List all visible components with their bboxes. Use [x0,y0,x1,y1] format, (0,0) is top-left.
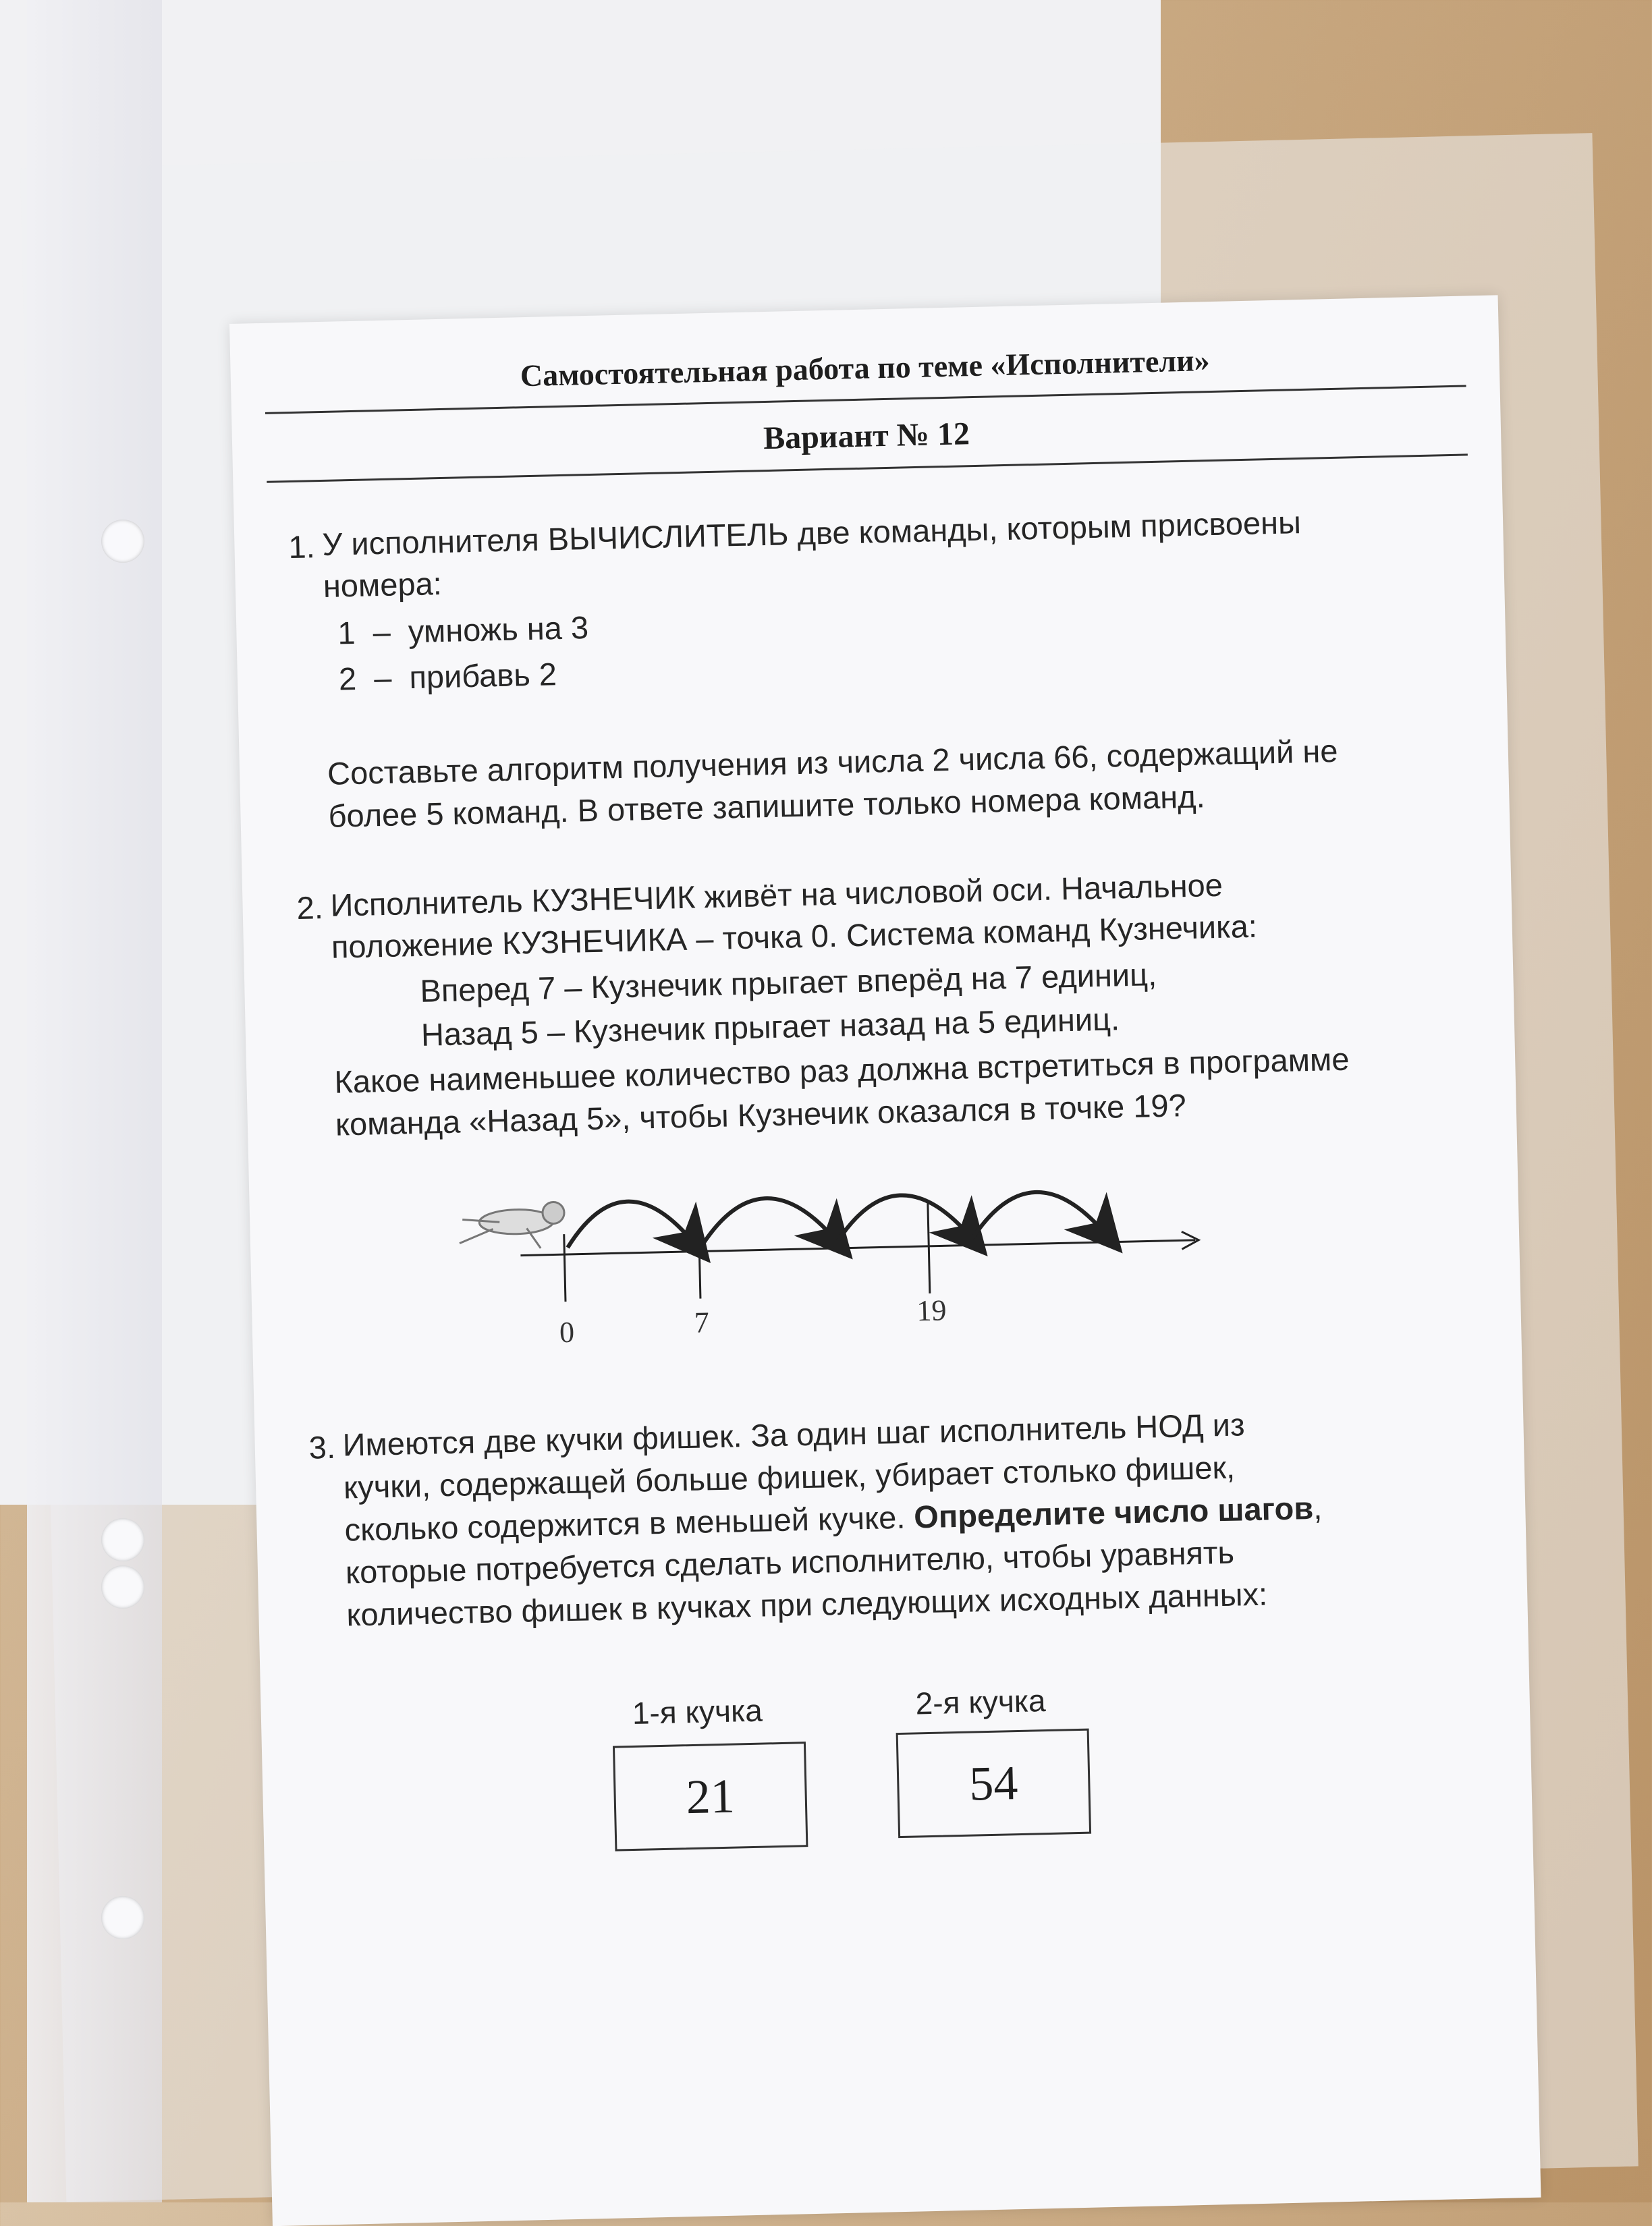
task-number: 3. [308,1428,336,1466]
pile-label: 2-я кучка [915,1683,1047,1721]
jump-arc [837,1194,969,1242]
punch-hole-icon [101,1896,144,1939]
grasshopper-icon [459,1202,566,1250]
axis-tick [928,1202,930,1293]
task-number: 1. [287,528,316,565]
number-axis [520,1240,1195,1256]
tick-label: 19 [916,1293,947,1328]
punch-hole-icon [101,1565,144,1609]
axis-tick [699,1231,700,1299]
task2-text: положение КУЗНЕЧИКА – точка 0. Система команд Кузнечика: [331,908,1258,965]
jump-arc [702,1197,834,1245]
emphasis-text: Определите число шагов [913,1490,1314,1535]
worksheet-page [229,295,1541,2226]
task2-text: Исполнитель КУЗНЕЧИК живёт на числовой оси. Начальное [329,866,1223,923]
task3-text: сколько содержится в меньшей кучке. Определите число шагов, [343,1489,1323,1548]
task-number: 2. [296,889,324,926]
jump-arc [972,1191,1104,1239]
task3-text: кучки, содержащей больше фишек, убирает столько фишек, [343,1449,1236,1505]
command-item: 1 – умножь на 3 [337,609,589,651]
sleeve-binding-strip [27,0,162,2202]
task3-text: которые потребуется сделать исполнителю, чтобы уравнять [345,1534,1235,1590]
task1-text: более 5 команд. В ответе запишите только номера команд. [327,778,1206,834]
task2-command: Назад 5 – Кузнечик прыгает назад на 5 единиц. [420,1001,1120,1053]
task3-text: количество фишек в кучках при следующих исходных данных: [346,1576,1268,1633]
page-title: Самостоятельная работа по теме «Исполнители» [520,343,1211,393]
pile-box [896,1729,1091,1838]
axis-tick [564,1234,566,1302]
task2-command: Вперед 7 – Кузнечик прыгает вперёд на 7 единиц, [419,956,1157,1009]
task1-text: У исполнителя ВЫЧИСЛИТЕЛЬ две команды, которым присвоены [321,504,1302,562]
task2-text: команда «Назад 5», чтобы Кузнечик оказался в точке 19? [335,1087,1187,1142]
tick-label: 0 [559,1315,575,1349]
pile-box [613,1742,808,1851]
jump-arc [567,1200,692,1248]
tick-label: 7 [694,1306,710,1339]
number-line-diagram [451,1138,1238,1345]
punch-hole-icon [101,1518,144,1561]
task1-text: Составьте алгоритм получения из числа 2 числа 66, содержащий не [327,732,1338,791]
pile-value: 21 [685,1769,736,1824]
pile-label: 1-я кучка [632,1692,763,1731]
punch-hole-icon [101,520,144,563]
task2-text: Какое наименьшее количество раз должна встретиться в программе [333,1040,1350,1100]
task1-text: номера: [323,565,443,604]
variant-heading: Вариант № 12 [763,416,970,457]
command-item: 2 – прибавь 2 [338,656,557,697]
task3-text: Имеются две кучки фишек. За один шаг исполнитель НОД из [342,1406,1245,1463]
pile-value: 54 [968,1755,1019,1811]
